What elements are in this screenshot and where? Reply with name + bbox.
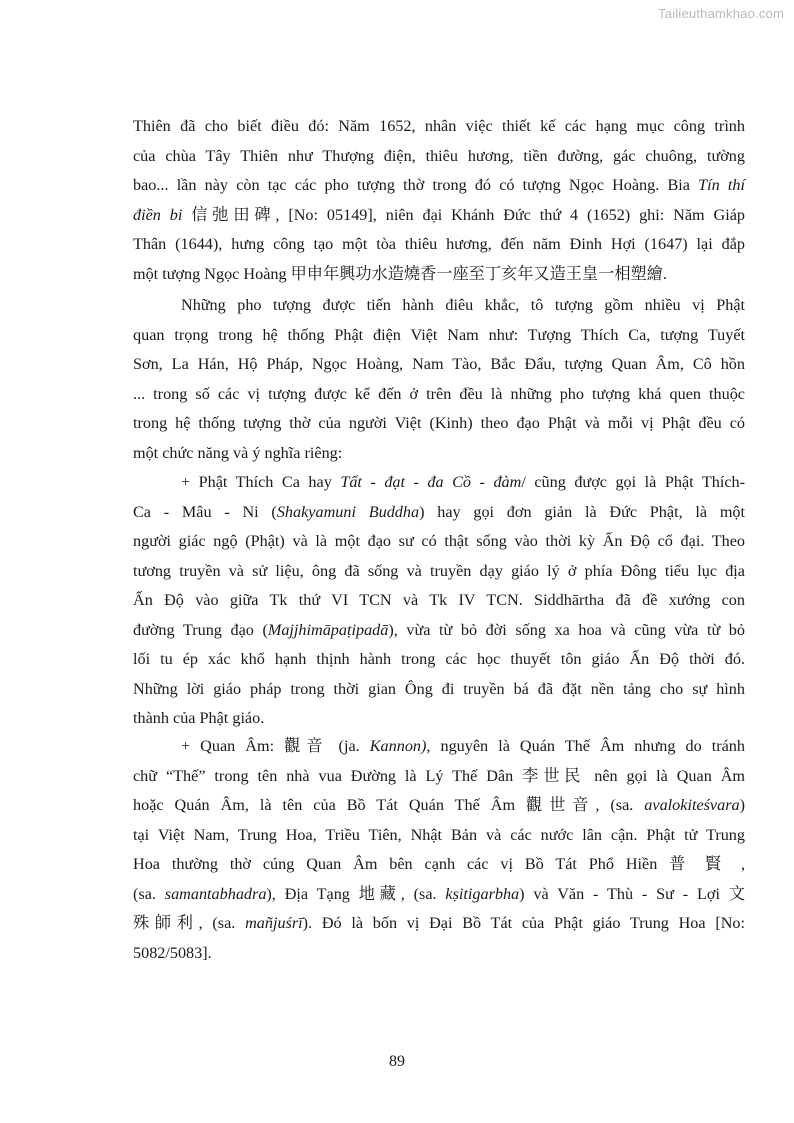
text-line: (sa. samantabhadra), Địa Tạng 地藏, (sa. kṣitigarbha) và Văn - Thù - Sư - Lợi 文 bbox=[133, 884, 746, 903]
italic-term: kṣitigarbha bbox=[445, 884, 520, 903]
text-line: tại Việt Nam, Trung Hoa, Triều Tiên, Nhật Bản và các nước lân cận. Phật tử Trung bbox=[133, 825, 745, 844]
italic-term: avalokiteśvara bbox=[644, 796, 740, 814]
text-line: điền bi 信弛田碑, [No: 05149], niên đại Khánh Đức thứ 4 (1652) ghi: Năm Giáp bbox=[133, 205, 745, 224]
text-line: ... trong số các vị tượng được kể đến ở trên đều là những pho tượng khá quen thuộc bbox=[133, 384, 745, 403]
text-line: 5082/5083]. bbox=[133, 943, 212, 962]
text-line: của chùa Tây Thiên như Thượng điện, thiêu hương, tiền đường, gác chuông, tường bbox=[133, 146, 745, 165]
text-line: trong hệ thống tượng thờ của người Việt (Kinh) theo đạo Phật và mỗi vị Phật đều có bbox=[133, 414, 745, 432]
italic-term: Shakyamuni Buddha bbox=[276, 502, 420, 521]
text-line: đường Trung đạo (Majjhimāpaṭipadā), vừa từ bỏ đời sống xa hoa và cũng vừa từ bỏ bbox=[133, 620, 745, 639]
italic-term: samantabhadra bbox=[164, 884, 267, 903]
text-line: lối tu ép xác khổ hạnh thịnh hành trong các học thuyết tôn giáo Ấn Độ thời đó. bbox=[133, 650, 745, 668]
text-line: thành của Phật giáo. bbox=[133, 709, 265, 727]
text-line: hoặc Quán Âm, là tên của Bồ Tát Quán Thế Âm 觀世音, (sa. avalokiteśvara) bbox=[133, 796, 745, 814]
text-line: một tượng Ngọc Hoàng 甲申年興功水造燒香一座至丁亥年又造王皇一相塑繪. bbox=[133, 264, 667, 283]
text-line: Thiên đã cho biết điều đó: Năm 1652, nhân việc thiết kế các hạng mục công trình bbox=[133, 117, 745, 135]
text-line: bao... lần này còn tạc các pho tượng thờ trong đó có tượng Ngọc Hoàng. Bia Tín thí bbox=[133, 176, 745, 194]
text-line: Những lời giáo pháp trong thời gian Ông đi truyền bá đã đặt nền tảng cho sự hình bbox=[133, 679, 745, 698]
text-line: chữ “Thế” trong tên nhà vua Đường là Lý Thế Dân 李世民 nên gọi là Quan Âm bbox=[133, 766, 746, 785]
text-line: Thân (1644), hưng công tạo một tòa thiêu hương, đến năm Đinh Hợi (1647) lại đắp bbox=[133, 235, 745, 253]
italic-term: điền bi bbox=[133, 205, 183, 224]
text-line: Hoa thường thờ cúng Quan Âm bên cạnh các vị Bồ Tát Phổ Hiền 普 賢 , bbox=[133, 855, 745, 873]
italic-term: Majjhimāpaṭipadā bbox=[267, 620, 389, 639]
italic-term: Tất - đạt - đa Cồ - đàm bbox=[340, 473, 522, 491]
text-line: người giác ngộ (Phật) và là một đạo sư có thật sống vào thời kỳ Ấn Độ cổ đại. Theo bbox=[133, 532, 745, 550]
text-line: Ấn Độ vào giữa Tk thứ VI TCN và Tk IV TCN. Siddhārtha đã đề xướng con bbox=[133, 591, 745, 609]
italic-term: mañjuśrī bbox=[245, 914, 303, 932]
watermark: Tailieuthamkhao.com bbox=[658, 6, 784, 21]
text-line: Những pho tượng được tiến hành điêu khắc, tô tượng gồm nhiều vị Phật bbox=[181, 296, 745, 314]
italic-term: Kannon) bbox=[369, 737, 427, 755]
text-line: quan trọng trong hệ thống Phật điện Việt Nam như: Tượng Thích Ca, tượng Tuyết bbox=[133, 325, 745, 344]
text-line: + Phật Thích Ca hay Tất - đạt - đa Cồ - đàm/ cũng được gọi là Phật Thích- bbox=[181, 473, 745, 491]
text-line: 殊師利, (sa. mañjuśrī). Đó là bốn vị Đại Bồ Tát của Phật giáo Trung Hoa [No: bbox=[133, 914, 745, 932]
italic-term: Tín thí bbox=[698, 176, 745, 194]
text-line: Sơn, La Hán, Hộ Pháp, Ngọc Hoàng, Nam Tào, Bắc Đẩu, tượng Quan Âm, Cô hồn bbox=[133, 355, 745, 373]
text-line: Ca - Mâu - Ni (Shakyamuni Buddha) hay gọi đơn giản là Đức Phật, là một bbox=[133, 502, 746, 521]
text-line: + Quan Âm: 觀音 (ja. Kannon), nguyên là Quán Thế Âm nhưng do tránh bbox=[181, 737, 745, 755]
text-line: tương truyền và sử liệu, ông đã sống và truyền dạy giáo lý ở phía Đông tiểu lục địa bbox=[133, 561, 745, 580]
page-number: 89 bbox=[389, 1053, 405, 1070]
text-line: một chức năng và ý nghĩa riêng: bbox=[133, 443, 343, 462]
